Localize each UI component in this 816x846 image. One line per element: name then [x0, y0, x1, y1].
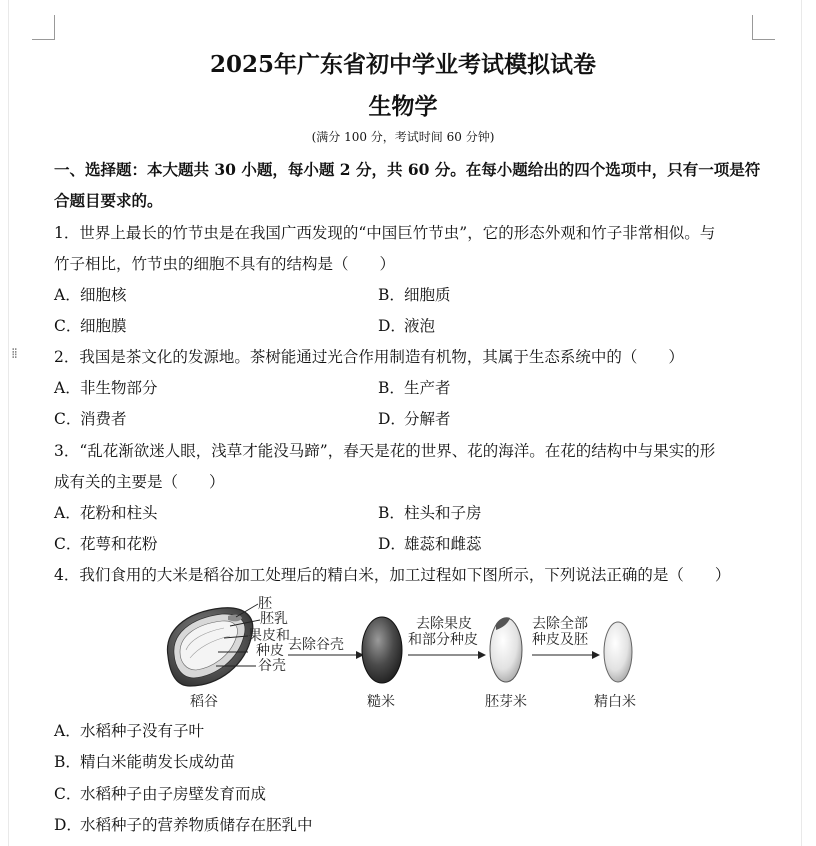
caption-brown-rice: 糙米	[367, 694, 395, 710]
section-heading-line-2: 合题目要求的。	[54, 191, 163, 210]
paddy-rice-grain	[167, 608, 252, 686]
question-1-option-d: D．液泡	[378, 317, 436, 335]
question-3-line-2: 成有关的主要是（ ）	[54, 473, 225, 491]
caption-polished-rice: 精白米	[594, 694, 636, 710]
drag-handle-icon[interactable]: ⁞⁞	[11, 346, 16, 362]
question-2-line-1: 2．我国是茶文化的发源地。茶树能通过光合作用制造有机物，其属于生态系统中的（ ）	[54, 348, 684, 366]
step-1-label: 去除谷壳	[288, 637, 344, 653]
question-1-option-a: A．细胞核	[54, 286, 127, 304]
caption-germ-rice: 胚芽米	[485, 694, 527, 710]
exam-subject: 生物学	[368, 93, 438, 120]
question-2-option-b: B．生产者	[378, 379, 451, 397]
step-2-label-line-2: 和部分种皮	[408, 632, 478, 648]
question-1-option-b: B．细胞质	[378, 286, 451, 304]
label-pericarp-line-2: 种皮	[256, 643, 284, 659]
question-3-option-c: C．花萼和花粉	[54, 535, 158, 553]
question-3-option-d: D．雄蕊和雌蕊	[378, 535, 482, 553]
label-endosperm: 胚乳	[260, 611, 288, 627]
question-4-option-c: C．水稻种子由子房壁发育而成	[54, 785, 267, 803]
question-3-option-a: A．花粉和柱头	[54, 504, 158, 522]
margin-corner-mark-left	[32, 15, 55, 40]
step-3-label-line-1: 去除全部	[532, 616, 588, 632]
label-embryo: 胚	[258, 596, 272, 612]
question-1-option-c: C．细胞膜	[54, 317, 127, 335]
caption-paddy-rice: 稻谷	[190, 694, 218, 710]
section-heading-line-1: 一、选择题：本大题共 30 小题，每小题 2 分，共 60 分。在每小题给出的四个选项中，只有一项是符	[54, 160, 761, 179]
rice-processing-figure	[160, 590, 650, 714]
exam-note: (满分 100 分，考试时间 60 分钟)	[311, 130, 495, 144]
step-2-arrow	[408, 651, 486, 659]
question-2-option-c: C．消费者	[54, 410, 127, 428]
question-4-line-1: 4．我们食用的大米是稻谷加工处理后的精白米，加工过程如下图所示，下列说法正确的是（ ）	[54, 566, 731, 584]
question-4-option-b: B．精白米能萌发长成幼苗	[54, 753, 236, 771]
exam-title: 2025年广东省初中学业考试模拟试卷	[209, 51, 596, 78]
question-2-option-a: A．非生物部分	[54, 379, 158, 397]
question-3-line-1: 3．“乱花渐欲迷人眼，浅草才能没马蹄”，春天是花的世界、花的海洋。在花的结构中与果实的形	[54, 442, 716, 460]
step-3-label-line-2: 种皮及胚	[532, 632, 588, 648]
question-3-option-b: B．柱头和子房	[378, 504, 482, 522]
polished-rice-grain	[604, 622, 632, 682]
margin-corner-mark-right	[752, 15, 775, 40]
label-husk: 谷壳	[258, 658, 286, 674]
label-pericarp-line-1: 果皮和	[248, 628, 290, 644]
question-4-option-a: A．水稻种子没有子叶	[54, 722, 205, 740]
question-1-line-2: 竹子相比，竹节虫的细胞不具有的结构是（ ）	[54, 255, 396, 273]
step-2-label-line-1: 去除果皮	[416, 616, 472, 632]
brown-rice-grain	[362, 617, 402, 683]
step-3-arrow	[532, 651, 600, 659]
germ-rice-grain	[490, 617, 522, 682]
question-1-line-1: 1．世界上最长的竹节虫是在我国广西发现的“中国巨竹节虫”，它的形态外观和竹子非常相似。与	[54, 224, 716, 242]
question-2-option-d: D．分解者	[378, 410, 451, 428]
question-4-option-d: D．水稻种子的营养物质储存在胚乳中	[54, 816, 313, 834]
